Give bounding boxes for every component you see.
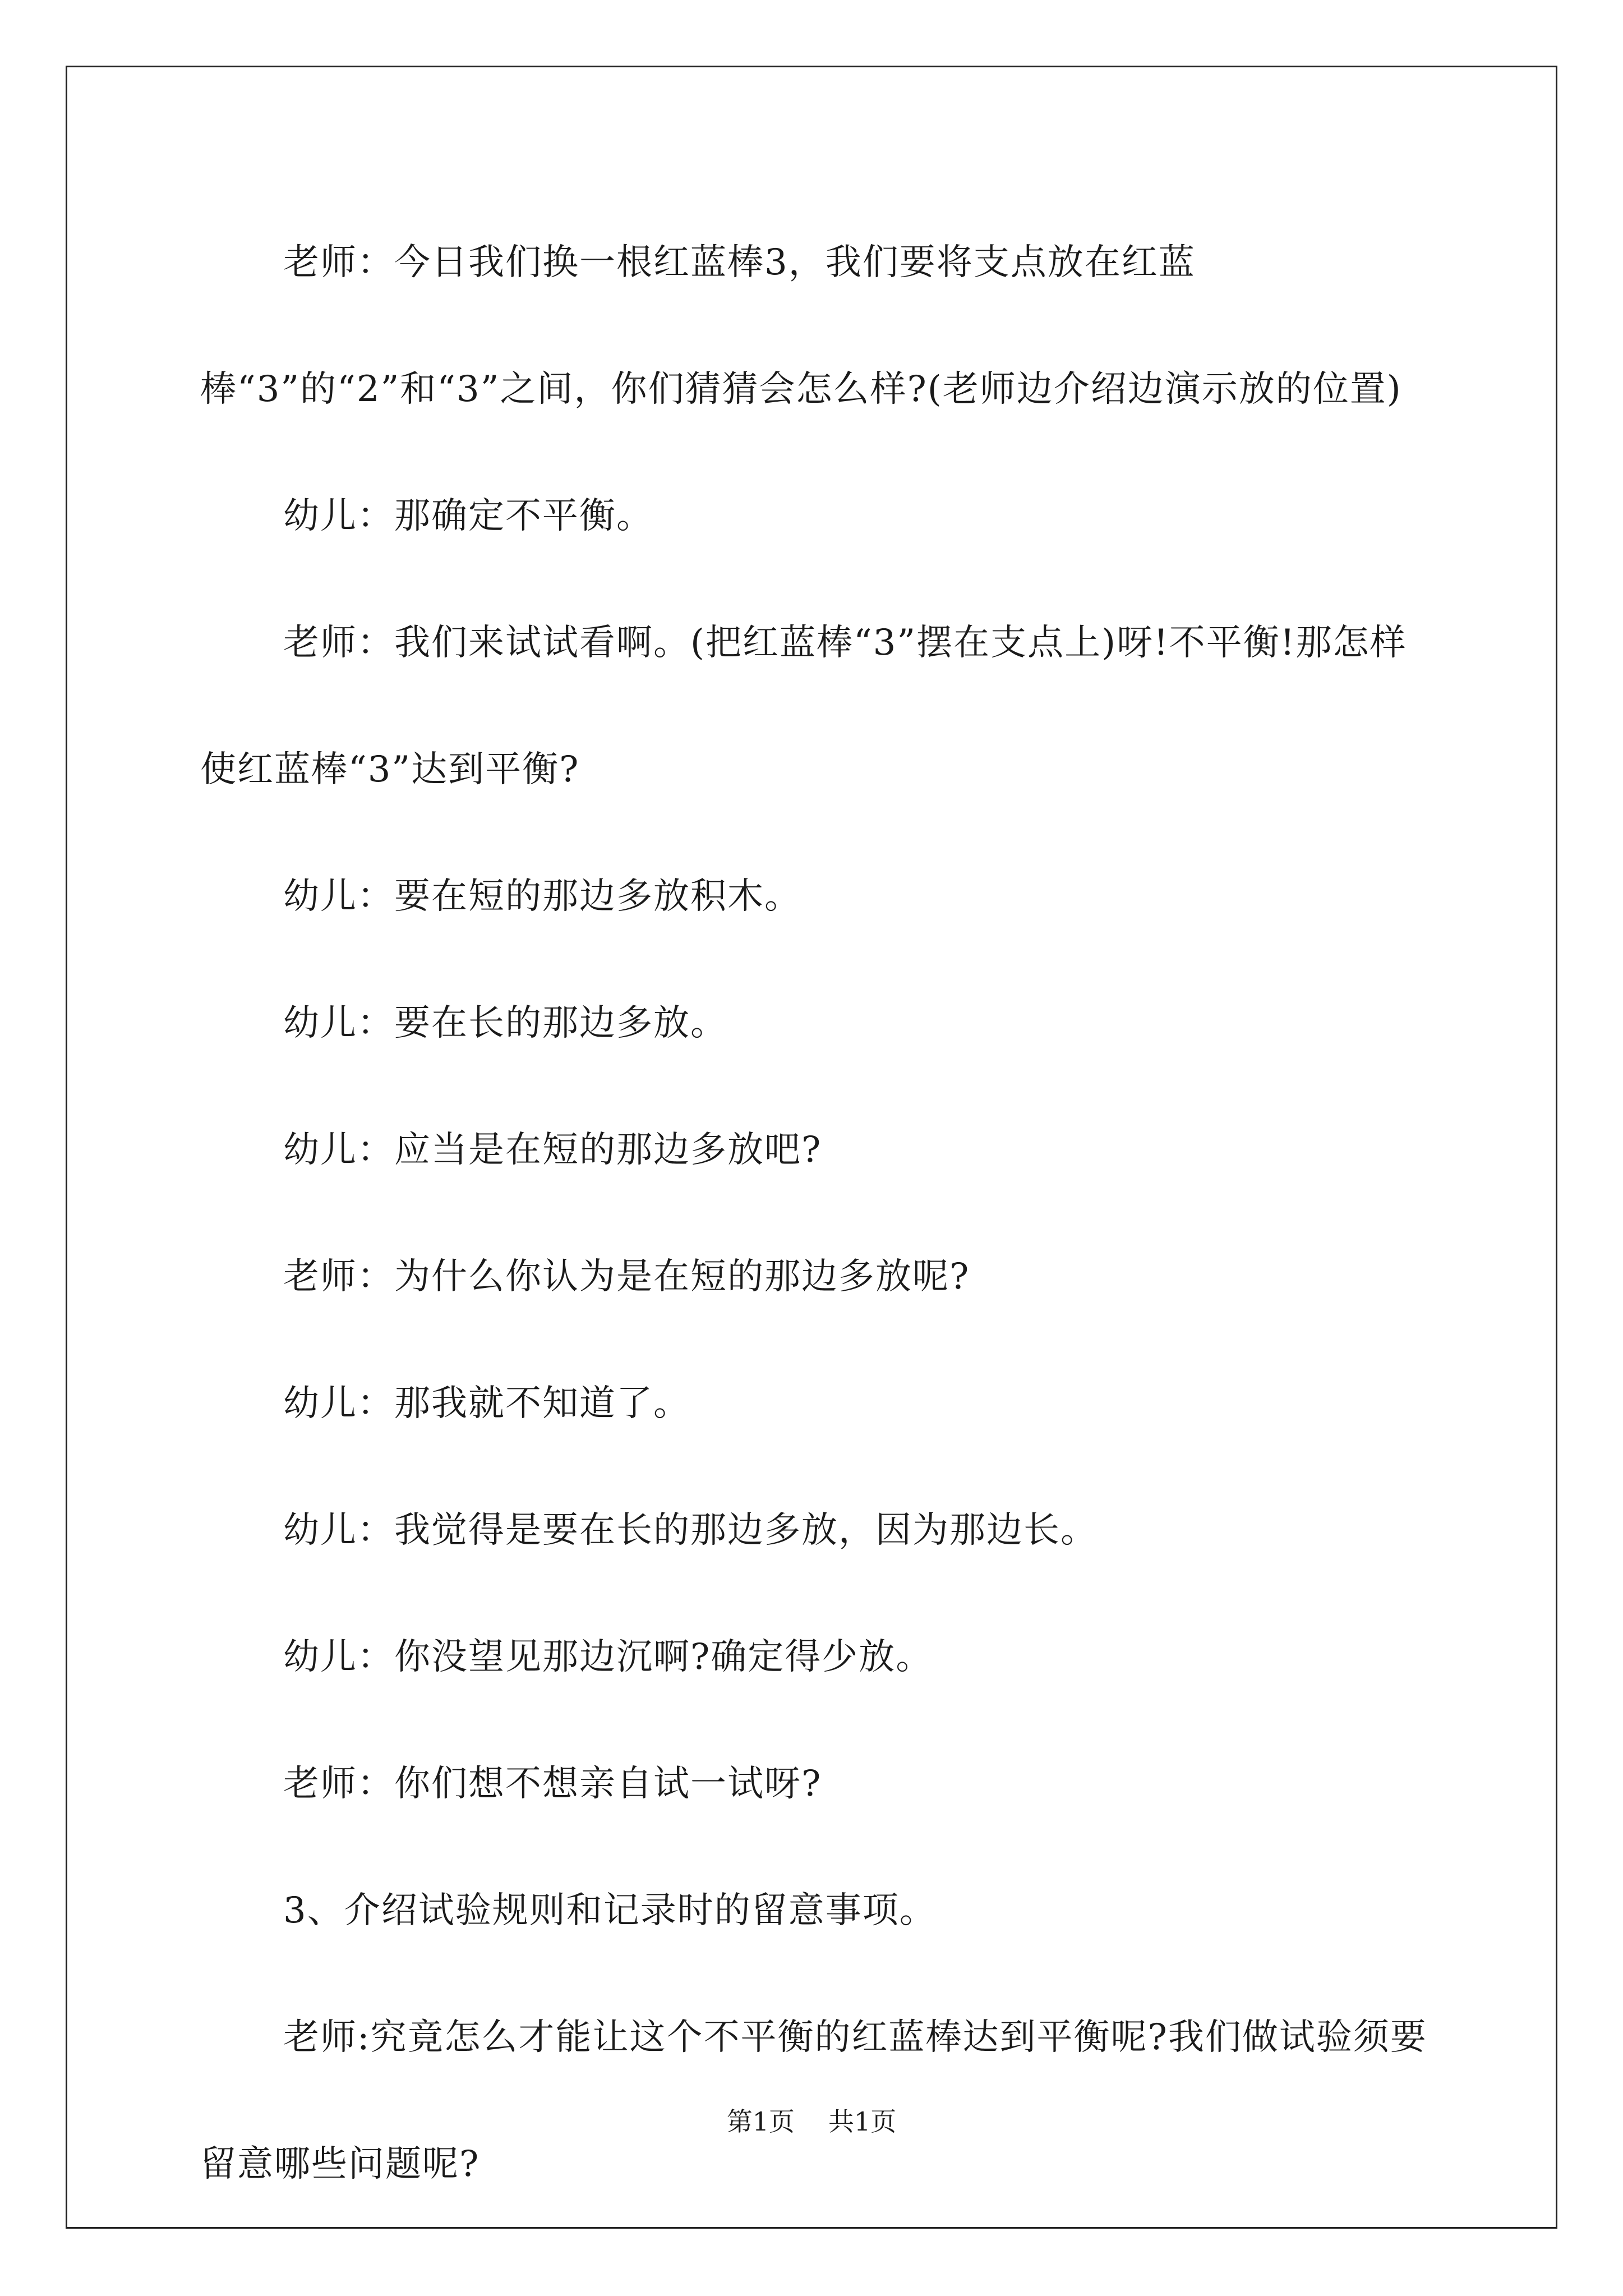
paragraph-1: 老师：今日我们换一根红蓝棒3，我们要将支点放在红蓝棒“3”的“2”和“3”之间，你们猜猜会怎么样?(老师边介绍边演示放的位置) xyxy=(200,242,1402,410)
paragraph-7: 老师：为什么你认为是在短的那边多放呢? xyxy=(283,1256,970,1297)
paragraph-13: 老师:究竟怎么才能让这个不平衡的红蓝棒达到平衡呢?我们做试验须要留意哪些问题呢? xyxy=(200,2017,1427,2185)
paragraph-10: 幼儿：你没望见那边沉啊?确定得少放。 xyxy=(283,1636,933,1678)
paragraph-8: 幼儿：那我就不知道了。 xyxy=(283,1383,690,1424)
paragraph-2: 幼儿：那确定不平衡。 xyxy=(283,495,653,537)
page-number-total: 共1页 xyxy=(828,2106,897,2137)
paragraph-5: 幼儿：要在长的那边多放。 xyxy=(283,1002,727,1044)
paragraph-11: 老师：你们想不想亲自试一试呀? xyxy=(283,1763,822,1805)
paragraph-9: 幼儿：我觉得是要在长的那边多放，因为那边长。 xyxy=(283,1510,1098,1551)
page-number-current: 第1页 xyxy=(726,2106,795,2137)
paragraph-6: 幼儿：应当是在短的那边多放吧? xyxy=(283,1129,822,1171)
paragraph-4: 幼儿：要在短的那边多放积木。 xyxy=(283,876,801,917)
document-body xyxy=(200,199,1428,2228)
page-footer xyxy=(0,2101,1623,2138)
paragraph-3: 老师：我们来试试看啊。(把红蓝棒“3”摆在支点上)呀!不平衡!那怎样使红蓝棒“3”达到平衡? xyxy=(200,622,1407,790)
paragraph-12: 3、介绍试验规则和记录时的留意事项。 xyxy=(283,1890,937,1931)
